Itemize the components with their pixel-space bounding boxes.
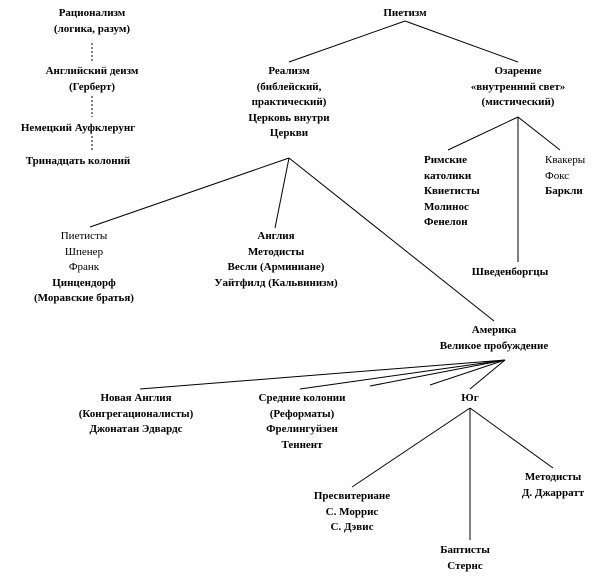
- node-english-deism: [46, 64, 139, 95]
- node-quakers: [545, 153, 585, 200]
- edge-pietism-illumination: [405, 21, 518, 62]
- node-new-england: [79, 391, 194, 438]
- node-text: С. Дэвис: [330, 521, 374, 533]
- node-methodists-south: [522, 470, 584, 501]
- node-rationalism: [54, 6, 130, 37]
- node-text: (Моравские братья): [34, 292, 134, 304]
- node-text: (Герберт): [68, 80, 116, 93]
- node-text: Квиетисты: [424, 185, 480, 197]
- node-america: [440, 323, 548, 354]
- node-text: Средние колонии: [258, 392, 346, 404]
- node-text: Весли (Арминиане): [227, 261, 325, 273]
- node-text: Д. Джарратт: [521, 486, 585, 499]
- node-text: Римские: [424, 154, 467, 166]
- node-text: Новая Англия: [100, 392, 172, 404]
- node-german-aufklarung: [21, 121, 135, 137]
- node-text: практический): [251, 96, 327, 108]
- node-text: Цинцендорф: [52, 276, 116, 289]
- node-text: «внутренний свет»: [470, 80, 566, 93]
- node-text: Юг: [461, 392, 479, 404]
- node-text: Америка: [471, 324, 517, 336]
- node-text: Фокс: [545, 169, 570, 182]
- edge-realism-england: [275, 158, 289, 228]
- node-pietists: [34, 229, 134, 307]
- node-text: Методисты: [524, 471, 582, 483]
- node-south: [461, 391, 478, 407]
- node-baptists: [440, 543, 490, 574]
- node-presbyterians: [314, 489, 390, 536]
- node-text: католики: [424, 169, 472, 182]
- node-text: Стернс: [447, 559, 483, 572]
- node-text: Квакеры: [545, 154, 586, 166]
- node-text: (библейский,: [256, 80, 322, 93]
- node-text: Джонатан Эдвардс: [89, 423, 183, 435]
- node-text: Теннент: [281, 438, 323, 451]
- node-text: Фрелингуйзен: [266, 423, 338, 435]
- node-england: [214, 229, 337, 291]
- node-text: Баптисты: [440, 544, 490, 556]
- node-text: Шпенер: [64, 245, 104, 258]
- node-illumination: [471, 64, 566, 111]
- edge-america-newengland: [140, 360, 505, 389]
- node-pietism: [383, 6, 426, 22]
- node-text: Франк: [68, 261, 100, 273]
- node-text: Великое пробуждение: [439, 339, 549, 352]
- node-roman-catholics: [424, 153, 480, 231]
- node-text: Шведенборгцы: [471, 266, 549, 278]
- edge-south-presbyterians: [352, 408, 470, 487]
- node-realism: [248, 64, 329, 142]
- node-text: (логика, разум): [53, 22, 131, 35]
- node-text: Рационализм: [58, 7, 126, 19]
- node-swedenborgians: [472, 265, 548, 281]
- node-text: Пресвитериане: [313, 490, 391, 502]
- node-text: Английский деизм: [45, 65, 139, 77]
- node-text: Немецкий Ауфклерунг: [20, 122, 136, 134]
- node-text: Уайтфилд (Кальвинизм): [214, 276, 338, 289]
- node-text: (Конгрегационалисты): [78, 407, 194, 420]
- edge-america-middle: [300, 360, 505, 389]
- node-text: Озарение: [494, 65, 542, 77]
- node-text: (Реформаты): [269, 407, 335, 420]
- edge-illumination-quakers: [518, 117, 560, 150]
- node-middle-colonies: [259, 391, 346, 453]
- node-text: С. Моррис: [325, 505, 379, 518]
- edge-pietism-realism: [289, 21, 405, 62]
- node-text: Пиетизм: [383, 7, 427, 19]
- node-text: Тринадцать колоний: [25, 155, 131, 167]
- node-thirteen-colonies: [26, 154, 131, 170]
- node-text: Фенелон: [424, 216, 468, 228]
- edge-south-methodists: [470, 408, 553, 468]
- node-text: Баркли: [545, 185, 583, 197]
- node-text: Молинос: [424, 200, 469, 213]
- node-text: Церковь внутри: [248, 111, 330, 124]
- node-text: Церкви: [269, 127, 309, 139]
- node-text: Англия: [257, 230, 295, 242]
- node-text: Пиетисты: [60, 230, 108, 242]
- node-text: Методисты: [247, 245, 305, 258]
- edge-illumination-catholics: [448, 117, 518, 150]
- node-text: Реализм: [268, 65, 310, 77]
- node-text: (мистический): [481, 96, 555, 108]
